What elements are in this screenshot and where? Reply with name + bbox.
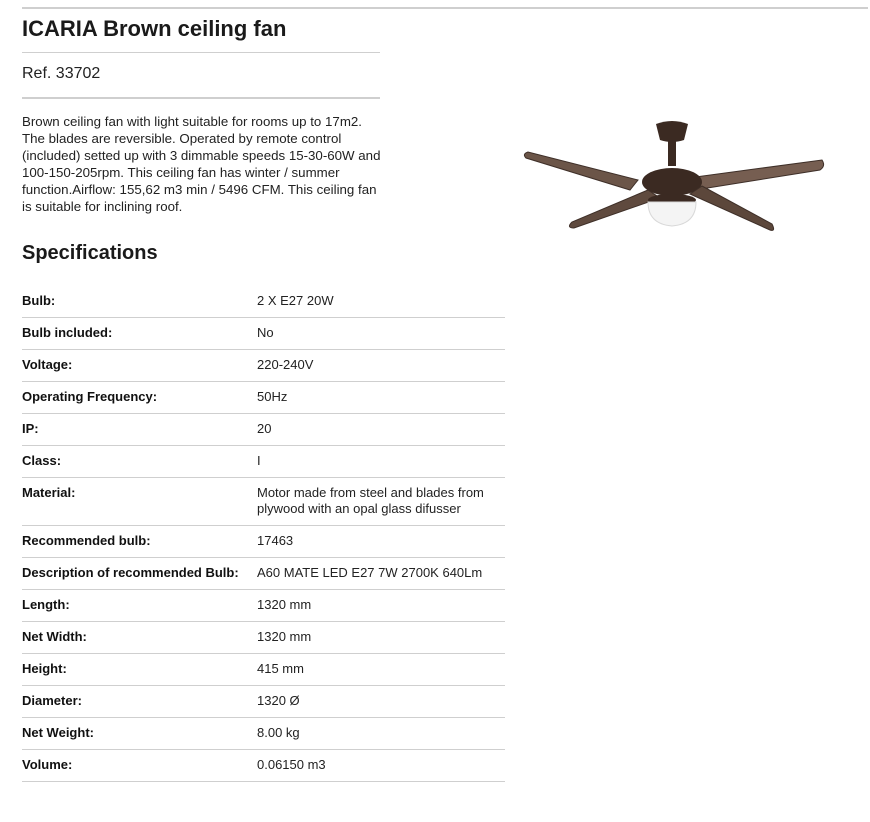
spec-value: 8.00 kg	[257, 718, 505, 750]
divider	[22, 52, 380, 53]
spec-label: Bulb:	[22, 286, 257, 318]
table-row	[22, 590, 505, 622]
downrod	[668, 140, 676, 166]
table-row	[22, 526, 505, 558]
spec-label: Net Width:	[22, 622, 257, 654]
spec-label: IP:	[22, 414, 257, 446]
table-row	[22, 622, 505, 654]
table-row	[22, 718, 505, 750]
top-divider	[22, 7, 868, 9]
fan-blade-back-left	[524, 152, 638, 190]
spec-label: Diameter:	[22, 686, 257, 718]
fan-blade-front-right	[690, 186, 774, 230]
table-row	[22, 318, 505, 350]
spec-label: Class:	[22, 446, 257, 478]
specifications-table	[22, 286, 505, 782]
product-description: Brown ceiling fan with light suitable for rooms up to 17m2. The blades are reversible. Operated by remote control (included) setted up with 3 dimmable speeds 15-30-60W and 100-150-205rpm. This ceiling fan has winter / summer function.Airflow: 155,62 m3 min / 5496 CFM. This ceiling fan is suitable for inclining roof.	[22, 114, 381, 214]
spec-label: Description of recommended Bulb:	[22, 558, 257, 590]
spec-value: Motor made from steel and blades from plywood with an opal glass difusser	[257, 478, 505, 526]
divider	[22, 97, 380, 99]
spec-value: A60 MATE LED E27 7W 2700K 640Lm	[257, 558, 505, 590]
specifications-heading: Specifications	[22, 242, 158, 264]
table-row	[22, 414, 505, 446]
spec-value: No	[257, 318, 505, 350]
spec-value: 50Hz	[257, 382, 505, 414]
table-row	[22, 286, 505, 318]
spec-value: 1320 Ø	[257, 686, 505, 718]
table-row	[22, 350, 505, 382]
spec-label: Volume:	[22, 750, 257, 782]
table-row	[22, 558, 505, 590]
spec-value: I	[257, 446, 505, 478]
spec-label: Height:	[22, 654, 257, 686]
spec-label: Net Weight:	[22, 718, 257, 750]
table-row	[22, 382, 505, 414]
spec-value: 1320 mm	[257, 590, 505, 622]
ceiling-fan-image	[520, 118, 830, 238]
spec-value: 1320 mm	[257, 622, 505, 654]
product-title: ICARIA Brown ceiling fan	[22, 16, 287, 41]
table-row	[22, 750, 505, 782]
spec-value: 415 mm	[257, 654, 505, 686]
spec-label: Bulb included:	[22, 318, 257, 350]
spec-value: 220-240V	[257, 350, 505, 382]
table-row	[22, 478, 505, 526]
spec-value: 2 X E27 20W	[257, 286, 505, 318]
product-reference: Ref. 33702	[22, 65, 101, 82]
ceiling-canopy	[656, 121, 688, 142]
spec-value: 0.06150 m3	[257, 750, 505, 782]
fan-blade-back-right	[688, 160, 824, 190]
spec-label: Recommended bulb:	[22, 526, 257, 558]
spec-value: 20	[257, 414, 505, 446]
spec-label: Voltage:	[22, 350, 257, 382]
spec-label: Material:	[22, 478, 257, 526]
spec-label: Length:	[22, 590, 257, 622]
table-row	[22, 654, 505, 686]
fan-blade-front-left	[569, 190, 660, 228]
spec-value: 17463	[257, 526, 505, 558]
table-row	[22, 686, 505, 718]
opal-glass-light	[648, 202, 696, 226]
table-row	[22, 446, 505, 478]
spec-label: Operating Frequency:	[22, 382, 257, 414]
